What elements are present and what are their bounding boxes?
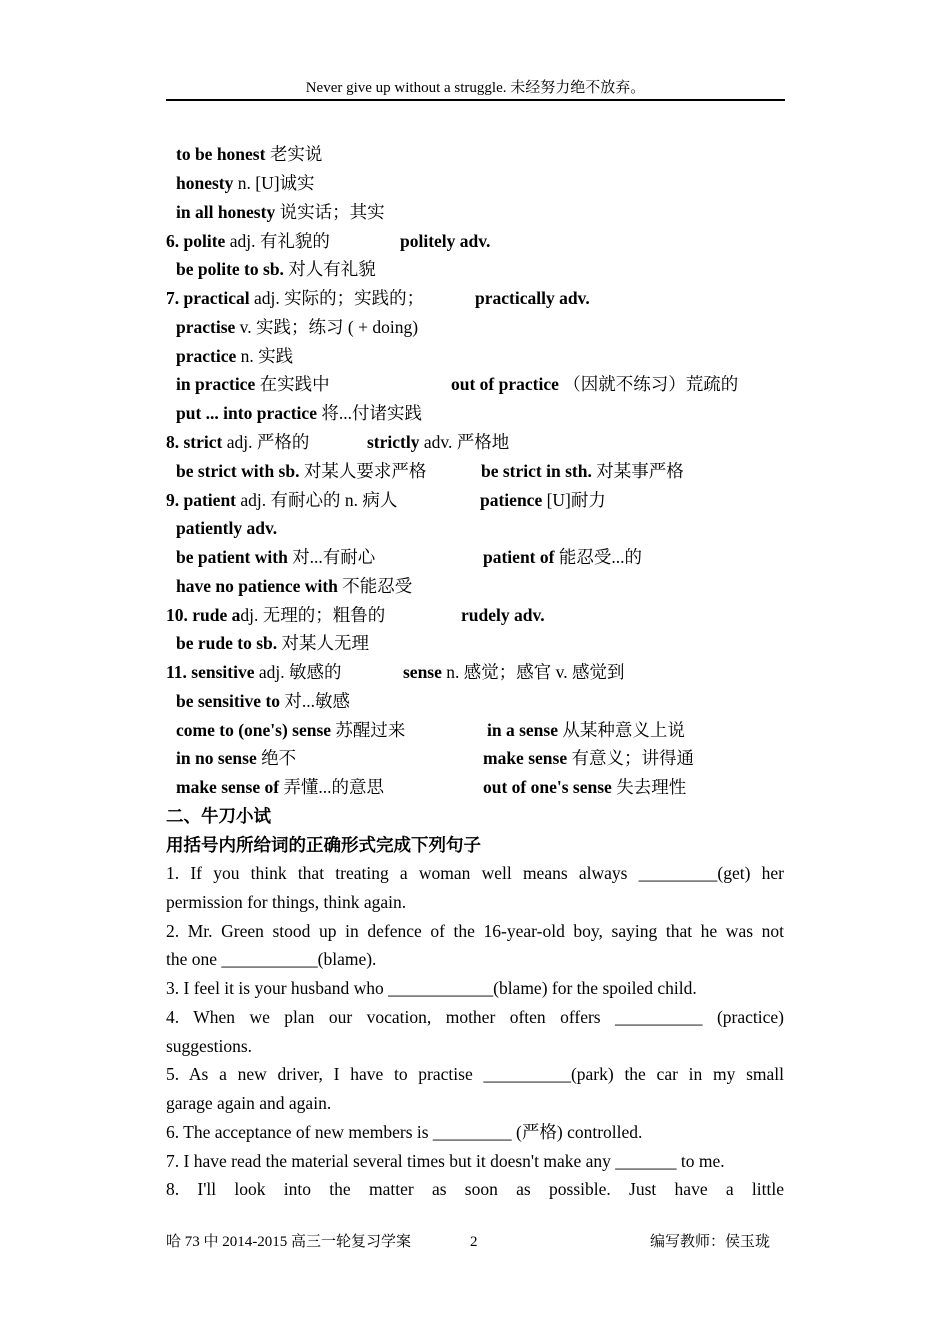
vocab-derivative: strictly bbox=[367, 432, 420, 452]
vocab-entry bbox=[176, 345, 794, 367]
vocab-definition: 失去理性 bbox=[611, 777, 687, 797]
vocab-headword: 7. practical bbox=[166, 288, 250, 308]
exercise-line: 7. I have read the material several times but it doesn't make any _______ to me. bbox=[166, 1151, 725, 1171]
vocab-term: practise bbox=[176, 317, 236, 337]
vocab-definition: 老实说 bbox=[265, 144, 323, 164]
vocab-term: out of practice bbox=[451, 374, 559, 394]
vocab-headword: 10. rude a bbox=[166, 605, 241, 625]
vocab-headword-line bbox=[166, 661, 784, 683]
vocab-definition: adj. 敏感的 bbox=[254, 662, 342, 682]
vocab-definition: adj. 有耐心的 n. 病人 bbox=[236, 490, 398, 510]
vocab-term: to be honest bbox=[176, 144, 266, 164]
exercise-line: 5. As a new driver, I have to practise __________(park) the car in my small bbox=[166, 1064, 784, 1084]
vocab-definition: 对某人无理 bbox=[277, 633, 369, 653]
vocab-term: in a sense bbox=[487, 720, 558, 740]
vocab-definition: 对某人要求严格 bbox=[299, 461, 427, 481]
vocab-entry bbox=[176, 373, 794, 395]
vocab-entry bbox=[176, 632, 794, 654]
vocab-term: make sense bbox=[483, 748, 568, 768]
exercise-line: 8. I'll look into the matter as soon as possible. Just have a little bbox=[166, 1179, 784, 1199]
vocab-headword-line bbox=[166, 230, 784, 252]
vocab-derivative: politely adv. bbox=[400, 231, 491, 251]
vocab-headword-line bbox=[166, 604, 784, 626]
vocab-definition: n. 实践 bbox=[236, 346, 294, 366]
vocab-headword: 9. patient bbox=[166, 490, 236, 510]
section-title-text: 二、牛刀小试 bbox=[166, 806, 271, 826]
header-rule bbox=[166, 99, 785, 101]
vocab-headword-line bbox=[166, 489, 784, 511]
vocab-entry bbox=[176, 575, 794, 597]
vocab-definition: n. [U]诚实 bbox=[233, 173, 315, 193]
vocab-definition: 有意义；讲得通 bbox=[567, 748, 694, 768]
section-title bbox=[166, 805, 784, 827]
vocab-term: in practice bbox=[176, 374, 256, 394]
exercise-line: suggestions. bbox=[166, 1036, 253, 1056]
vocab-entry bbox=[176, 776, 794, 798]
vocab-definition: 弄懂...的意思 bbox=[279, 777, 385, 797]
vocab-term: be strict with sb. bbox=[176, 461, 300, 481]
vocab-definition: adj. 严格的 bbox=[222, 432, 310, 452]
vocab-derivative: patiently adv. bbox=[176, 518, 278, 538]
vocab-entry bbox=[176, 719, 794, 741]
vocab-definition: 说实话；其实 bbox=[275, 202, 385, 222]
page-header-motto: Never give up without a struggle. 未经努力绝不放弃。 bbox=[305, 80, 646, 96]
vocab-entry bbox=[176, 201, 794, 223]
vocab-definition: adj. 实际的；实践的； bbox=[249, 288, 425, 308]
vocab-term: in all honesty bbox=[176, 202, 276, 222]
vocab-headword-line bbox=[166, 287, 784, 309]
vocab-term: make sense of bbox=[176, 777, 280, 797]
section-instruction bbox=[166, 834, 784, 856]
vocab-term: honesty bbox=[176, 173, 234, 193]
vocab-term: be strict in sth. bbox=[481, 461, 592, 481]
vocab-entry bbox=[176, 517, 794, 539]
vocab-entry bbox=[176, 747, 794, 769]
vocab-definition: 从某种意义上说 bbox=[557, 720, 685, 740]
vocab-definition: dj. 无理的；粗鲁的 bbox=[240, 605, 386, 625]
vocab-definition: [U]耐力 bbox=[542, 490, 606, 510]
vocab-headword: 6. polite bbox=[166, 231, 226, 251]
vocab-definition: adj. 有礼貌的 bbox=[225, 231, 330, 251]
exercise-line: 1. If you think that treating a woman well means always _________(get) her bbox=[166, 863, 784, 883]
vocab-term: out of one's sense bbox=[483, 777, 612, 797]
exercise-line: 2. Mr. Green stood up in defence of the 16-year-old boy, saying that he was not bbox=[166, 921, 784, 941]
vocab-definition: 对...敏感 bbox=[280, 691, 351, 711]
vocab-definition: （因就不练习）荒疏的 bbox=[558, 374, 739, 394]
vocab-term: practice bbox=[176, 346, 237, 366]
exercise-line: garage again and again. bbox=[166, 1093, 332, 1113]
vocab-derivative: rudely adv. bbox=[461, 605, 545, 625]
vocab-definition: 将...付诸实践 bbox=[316, 403, 422, 423]
vocab-term: be rude to sb. bbox=[176, 633, 278, 653]
vocab-term: have no patience with bbox=[176, 576, 338, 596]
exercise-line: 6. The acceptance of new members is _________ (严格) controlled. bbox=[166, 1122, 643, 1142]
vocab-entry bbox=[176, 143, 794, 165]
footer-page-number: 2 bbox=[470, 1234, 478, 1250]
vocab-headword-line bbox=[166, 431, 784, 453]
vocab-definition: 能忍受...的 bbox=[554, 547, 642, 567]
vocab-derivative: patience bbox=[480, 490, 543, 510]
footer-author: 编写教师：侯玉珑 bbox=[650, 1234, 771, 1250]
vocab-entry bbox=[176, 690, 794, 712]
exercise-line: 3. I feel it is your husband who ____________(blame) for the spoiled child. bbox=[166, 978, 697, 998]
vocab-term: put ... into practice bbox=[176, 403, 317, 423]
vocab-definition: 绝不 bbox=[256, 748, 297, 768]
exercise-line: 4. When we plan our vocation, mother often offers __________ (practice) bbox=[166, 1007, 784, 1027]
vocab-headword: 11. sensitive bbox=[166, 662, 255, 682]
vocab-term: be patient with bbox=[176, 547, 288, 567]
vocab-term: be polite to sb. bbox=[176, 259, 284, 279]
vocab-definition: 不能忍受 bbox=[337, 576, 413, 596]
vocab-entry bbox=[176, 546, 794, 568]
vocab-term: patient of bbox=[483, 547, 555, 567]
vocab-entry bbox=[176, 258, 794, 280]
vocab-definition: 对某事严格 bbox=[591, 461, 684, 481]
vocab-derivative: practically adv. bbox=[475, 288, 590, 308]
vocab-term: come to (one's) sense bbox=[176, 720, 332, 740]
vocab-definition: adv. 严格地 bbox=[419, 432, 510, 452]
vocab-term: be sensitive to bbox=[176, 691, 281, 711]
footer-school: 哈 73 中 2014-2015 高三一轮复习学案 bbox=[166, 1234, 411, 1250]
exercise-line: permission for things, think again. bbox=[166, 892, 407, 912]
vocab-definition: n. 感觉；感官 v. 感觉到 bbox=[441, 662, 625, 682]
vocab-definition: 对人有礼貌 bbox=[283, 259, 376, 279]
vocab-headword: 8. strict bbox=[166, 432, 223, 452]
vocab-entry bbox=[176, 402, 794, 424]
vocab-definition: 苏醒过来 bbox=[331, 720, 406, 740]
vocab-term: in no sense bbox=[176, 748, 257, 768]
vocab-entry bbox=[176, 460, 794, 482]
section-instruction-text: 用括号内所给词的正确形式完成下列句子 bbox=[166, 835, 481, 855]
vocab-definition: v. 实践；练习 ( + doing) bbox=[235, 317, 419, 337]
vocab-entry bbox=[176, 316, 794, 338]
vocab-derivative: sense bbox=[403, 662, 442, 682]
vocab-definition: 对...有耐心 bbox=[287, 547, 376, 567]
exercise-line: the one ___________(blame). bbox=[166, 949, 377, 969]
vocab-definition: 在实践中 bbox=[255, 374, 330, 394]
vocab-entry bbox=[176, 172, 794, 194]
